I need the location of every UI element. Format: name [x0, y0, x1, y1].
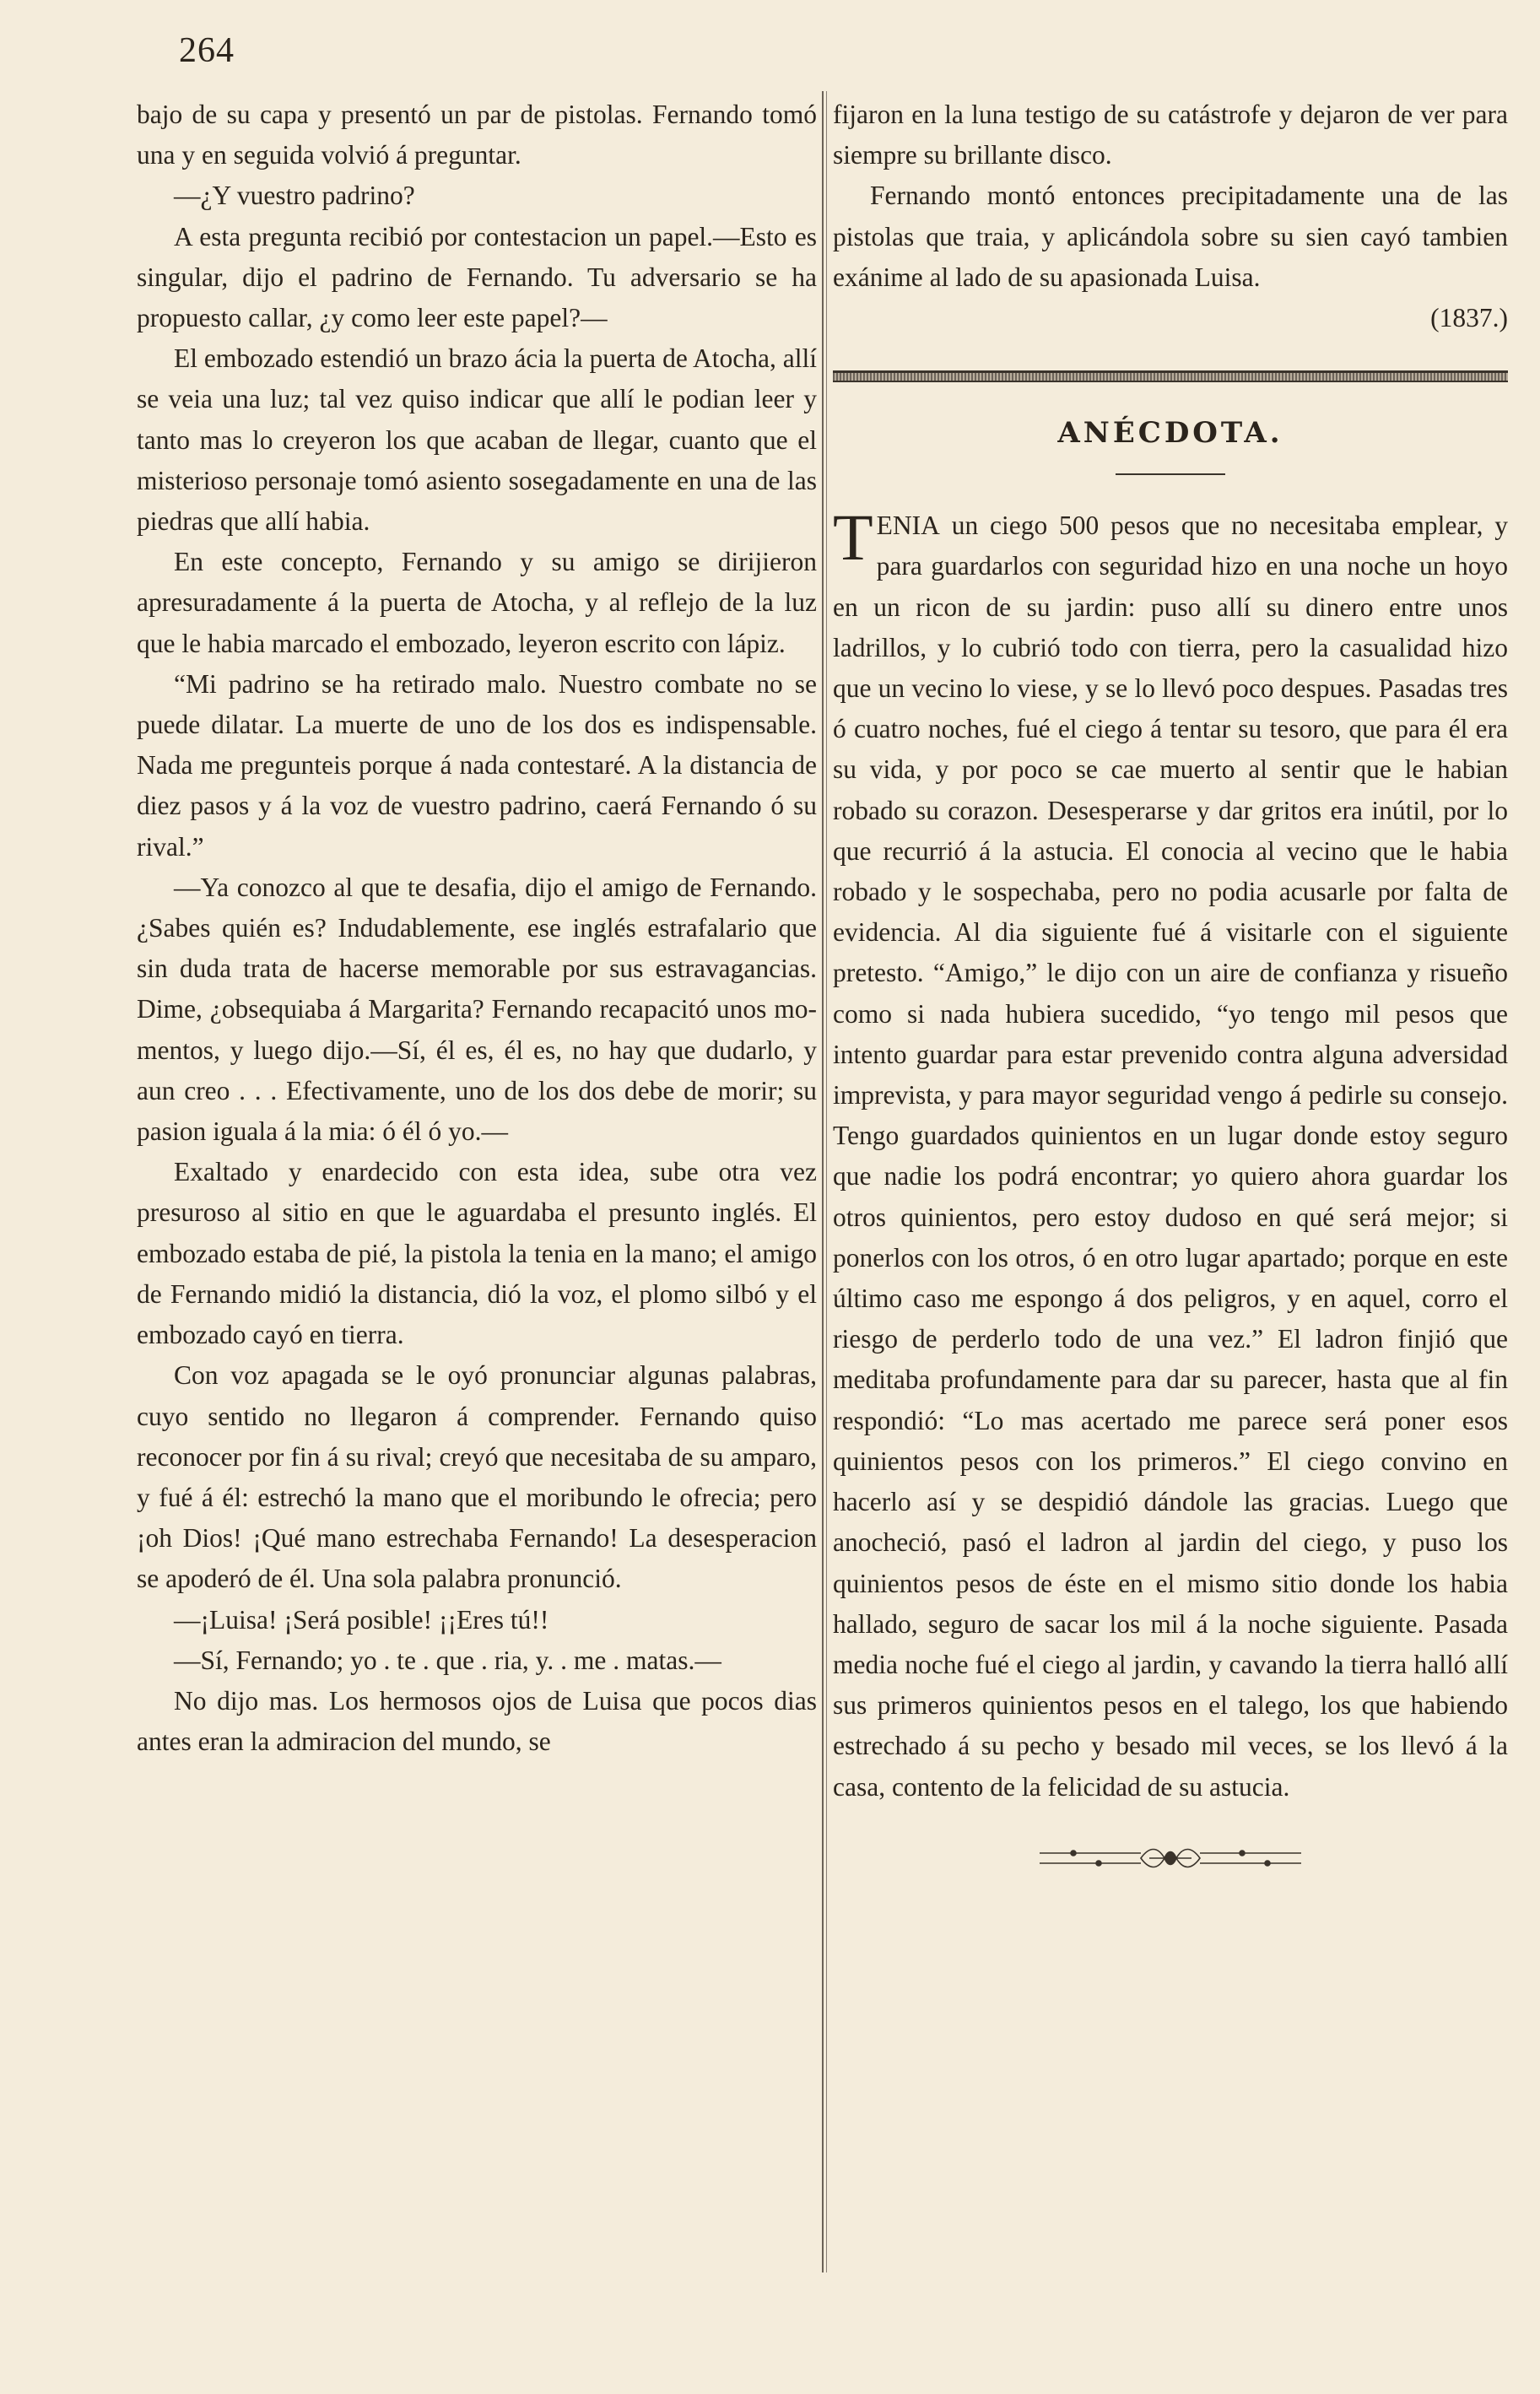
paragraph: Con voz apagada se le oyó pronunciar algunas palabras, cuyo sentido no llegaron á comprender. Fernando quiso reconocer por fin á su rival; creyó que necesitaba de su amparo, y fué á él: estrechó la mano que el moribundo le ofrecia; pero ¡oh Dios! ¡Qué mano estrechaba Fernando! La desesperacion se apoderó de él. Una sola palabra pronunció. [137, 1360, 817, 1594]
paragraph: Exaltado y enardecido con esta idea, sube otra vez presuroso al sitio en que le aguardaba el presunto inglés. El embozado estaba de pié, la pistola la tenia en la mano; el amigo de Fernando midió la distancia, dió la voz, el plomo silbó y el embozado cayó en tierra. [137, 1157, 817, 1350]
paragraph: El embozado estendió un brazo ácia la puerta de Atocha, allí se veia una luz; tal vez quiso indicar que allí le podian leer y tanto mas lo creyeron los que acaban de llegar, cuanto que el misterioso personaje tomó asiento sosegadamente en una de las piedras que allí habia. [137, 343, 817, 537]
page-number: 264 [179, 31, 235, 70]
paragraph: —¿Y vuestro padrino? [174, 181, 415, 211]
paragraph: fijaron en la luna testigo de su catástrofe y dejaron de ver para siempre su brillante disco. [833, 100, 1508, 170]
paragraph: “Mi padrino se ha retirado malo. Nuestro combate no se puede dilatar. La muerte de uno de los dos es indispensable. Nada me pregunteis porque á nada contestaré. A la distancia de diez pasos y á la voz de vuestro padrino, caerá Fernando ó su rival.” [137, 668, 817, 862]
date-signoff: (1837.) [1430, 303, 1508, 333]
paragraph: A esta pregunta recibió por contestacion un papel.—Esto es singular, dijo el padrino de Fernando. Tu adversario se ha propuesto callar, ¿y como leer este papel?— [137, 221, 817, 333]
anecdote-text: un ciego 500 pesos que no necesitaba emplear, y para guardarlos con seguridad hizo en una noche un hoyo en un ricon de su jardin: puso allí su dinero entre unos ladrillos, y lo cubrió todo con tierra, pero la casualidad hizo que un vecino lo viese, y se lo llevó poco despues. Pasadas tres ó cuatro noches, fué el ciego á tentar su tesoro, que para él era su vida, y por poco se cae muerto al sentir que le habian robado su corazon. Desesperarse y dar gritos era inútil, por lo que recurrió á la astucia. El conocia al vecino que le habia robado y le sospechaba, pero no podia acusarle por falta de evidencia. Al dia siguiente fué á visitarle con el siguiente pretesto. “Amigo,” le dijo con un aire de confianza y risueño como si nada hubiera sucedido, “yo tengo mil pesos que intento guardar para estar prevenido contra alguna adversidad imprevista, y para mayor seguridad vengo á pedirle su consejo. Tengo guardados quinientos en un lugar donde estoy seguro que nadie los podrá encontrar; yo quiero ahora guardar los otros quinientos, pero estoy dudoso en qué será mejor; si ponerlos con los otros, ó en otro lugar apartado; porque en este último caso me espongo á dos peligros, y en aquel, corro el riesgo de perderlo todo de una vez.” El ladron finjió que meditaba profundamente para dar su parecer, hasta que al fin respondió: “Lo mas acertado me parece será poner esos quinientos pesos con los primeros.” El ciego convino en hacerlo así y se despidió dándole las gracias. Luego que anocheció, pasó el ladron al jardin del ciego, y puso los quinientos pesos de éste en el mismo sitio donde los habia hallado, seguro de sacar los mil á la noche siguiente. Pasada media noche fué el ciego al jardin, y cavando la tierra halló allí sus primeros quinientos pesos en el talego, los que habiendo estrechado á su pecho y besado mil veces, se los llevó á la casa, contento de la felicidad de su astucia. [833, 511, 1508, 1802]
paragraph: bajo de su capa y presentó un par de pistolas. Fernando tomó una y en seguida volvió á preguntar. [137, 100, 817, 170]
paragraph: —Sí, Fernando; yo . te . que . ria, y. . me . matas.— [174, 1645, 721, 1675]
paragraph: No dijo mas. Los hermosos ojos de Luisa que pocos dias antes eran la admiracion del mundo, se [137, 1685, 817, 1757]
first-word-rest: ENIA [876, 511, 940, 541]
right-column [833, 95, 1508, 1875]
section-title: ANÉCDOTA. [1057, 416, 1283, 451]
title-underline [1116, 473, 1225, 475]
anecdote-paragraph [833, 500, 1508, 1808]
column-divider-inner [826, 91, 827, 2272]
drop-cap: T [833, 500, 873, 575]
paragraph: —¡Luisa! ¡Será posible! ¡¡Eres tú!! [174, 1604, 549, 1635]
left-column [137, 95, 817, 1762]
ornament-flourish-icon [1031, 1841, 1310, 1875]
paragraph: En este concepto, Fernando y su amigo se dirijieron apresuradamente á la puerta de Atocha, y al reflejo de la luz que le habia marcado el embozado, leyeron escrito con lápiz. [137, 547, 817, 658]
section-separator-rule [833, 370, 1508, 382]
paragraph: Fernando montó entonces precipitadamente una de las pistolas que traia, y aplicándola sobre su sien cayó tambien exánime al lado de su apasionada Luisa. [833, 181, 1508, 292]
column-divider [822, 91, 824, 2272]
paragraph: —Ya conozco al que te desafia, dijo el amigo de Fernando. ¿Sabes quién es? Indudablemente, ese inglés estrafalario que sin duda trata de hacerse memorable por sus estravagancias. Dime, ¿obsequiaba á Margarita? Fernando recapacitó unos momentos, y luego dijo.—Sí, él es, él es, no hay que dudarlo, y aun creo . . . Efectivamente, uno de los dos debe de morir; su pasion iguala á la mia: ó él ó yo.— [137, 872, 817, 1147]
